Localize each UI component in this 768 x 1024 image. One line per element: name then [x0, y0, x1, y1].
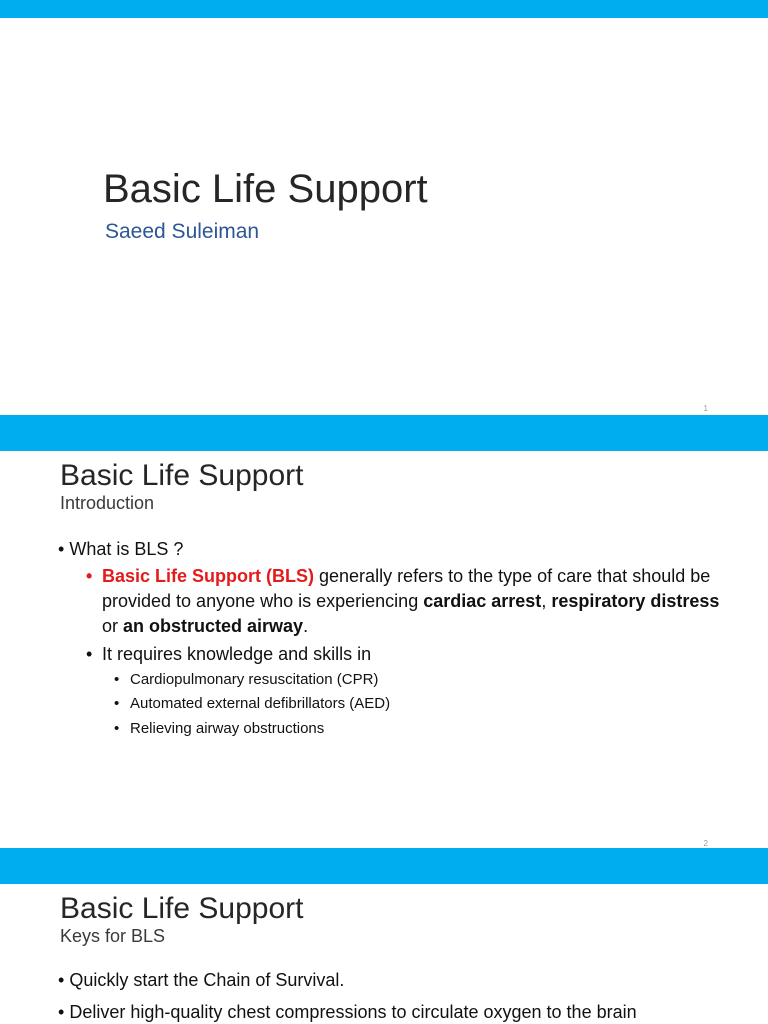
- bullet-text: What is BLS ?: [69, 539, 184, 559]
- skill-item: [114, 695, 390, 712]
- definition-text-3: or: [102, 616, 124, 636]
- skill-text: Automated external defibrillators (AED): [130, 695, 391, 712]
- bullet-what-is-bls: [58, 539, 183, 560]
- respiratory-distress: respiratory distress: [551, 591, 720, 611]
- slide-1-title: Basic Life Support: [103, 167, 428, 211]
- bls-term: Basic Life Support (BLS): [102, 566, 315, 586]
- slide-1: [0, 18, 768, 415]
- bullet-text: Deliver high-quality chest compressions to circulate oxygen to the brain: [69, 1002, 637, 1022]
- bullet-marker: •: [58, 970, 65, 990]
- slide-3-title: Basic Life Support: [60, 892, 304, 925]
- bullet-marker: •: [114, 720, 120, 737]
- slide-3: [0, 884, 768, 1024]
- bullet-text: It requires knowledge and skills in: [102, 644, 372, 664]
- definition-text-2: ,: [541, 591, 552, 611]
- key-bullet: [58, 1002, 637, 1023]
- bullet-marker: •: [114, 695, 120, 712]
- skill-text: Relieving airway obstructions: [130, 720, 325, 737]
- slide-2: [0, 451, 768, 848]
- cardiac-arrest: cardiac arrest: [423, 591, 542, 611]
- slide-2-title: Basic Life Support: [60, 459, 304, 492]
- obstructed-airway: an obstructed airway: [123, 616, 304, 636]
- separator-band-1: [0, 415, 768, 451]
- slide-3-subtitle: Keys for BLS: [60, 926, 166, 946]
- bullet-marker: •: [114, 671, 120, 688]
- top-band: [0, 0, 768, 18]
- bullet-marker: •: [86, 566, 93, 586]
- slide-1-number: 1: [703, 404, 708, 413]
- key-bullet: [58, 970, 344, 991]
- bullet-marker: •: [58, 1002, 65, 1022]
- bullet-text: Quickly start the Chain of Survival.: [69, 970, 345, 990]
- skill-item: [114, 720, 324, 737]
- slide-2-number: 2: [703, 839, 708, 848]
- definition-text-1: generally refers to the type of care that should be provided to anyone who is experiencing: [102, 566, 711, 611]
- bullet-requires: [86, 642, 726, 667]
- bullet-bls-definition: [86, 564, 726, 639]
- separator-band-2: [0, 848, 768, 884]
- bullet-marker: •: [58, 539, 65, 559]
- slide-1-author: Saeed Suleiman: [105, 220, 260, 243]
- skill-item: [114, 671, 378, 688]
- bullet-marker: •: [86, 644, 93, 664]
- skill-text: Cardiopulmonary resuscitation (CPR): [130, 671, 379, 688]
- slide-2-subtitle: Introduction: [60, 493, 155, 513]
- definition-text-4: .: [303, 616, 309, 636]
